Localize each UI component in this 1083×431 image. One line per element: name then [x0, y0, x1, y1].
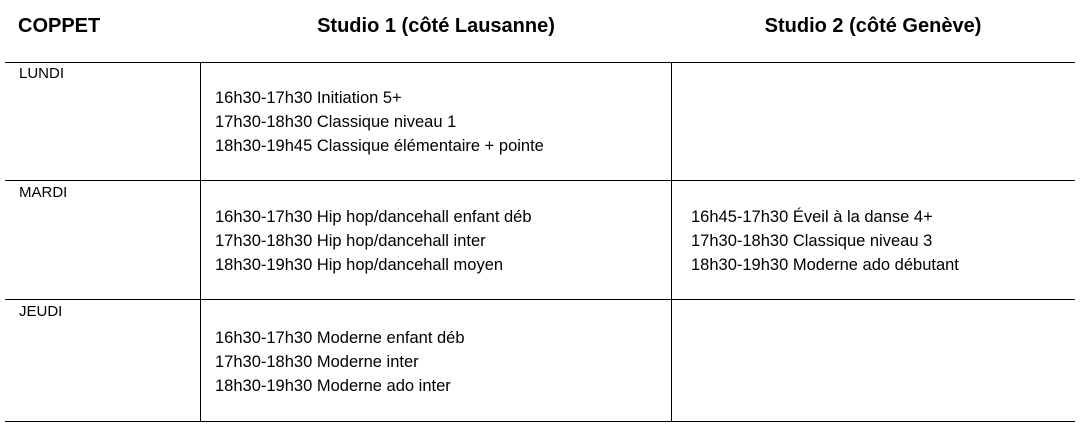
table-rule — [5, 299, 1075, 300]
day-label-lundi: LUNDI — [19, 65, 65, 82]
class-entry: 17h30-18h30 Classique niveau 1 — [215, 113, 457, 131]
studio2-mardi-cell — [691, 205, 959, 277]
day-label-jeudi: JEUDI — [19, 303, 63, 320]
table-divider — [200, 62, 201, 422]
day-label-mardi: MARDI — [19, 184, 68, 201]
class-entry: 18h30-19h30 Moderne ado inter — [215, 377, 451, 395]
class-entry: 16h30-17h30 Moderne enfant déb — [215, 329, 465, 347]
class-entry: 18h30-19h30 Hip hop/dancehall moyen — [215, 256, 504, 274]
class-entry: 16h45-17h30 Éveil à la danse 4+ — [691, 208, 933, 226]
class-entry: 16h30-17h30 Initiation 5+ — [215, 89, 402, 107]
schedule-table — [5, 62, 1075, 422]
table-rule — [5, 62, 1075, 63]
header-studio-2: Studio 2 (côté Genève) — [764, 15, 982, 37]
header-place: COPPET — [18, 15, 101, 37]
table-rule — [5, 180, 1075, 181]
class-entry: 18h30-19h45 Classique élémentaire + pointe — [215, 137, 544, 155]
class-entry: 17h30-18h30 Classique niveau 3 — [691, 232, 933, 250]
studio1-lundi-cell — [215, 86, 544, 158]
studio1-mardi-cell — [215, 205, 532, 277]
studio1-jeudi-cell — [215, 326, 465, 398]
header-studio-1: Studio 1 (côté Lausanne) — [317, 15, 555, 37]
class-entry: 17h30-18h30 Moderne inter — [215, 353, 419, 371]
table-rule — [5, 421, 1075, 422]
table-divider — [671, 62, 672, 422]
class-entry: 18h30-19h30 Moderne ado débutant — [691, 256, 959, 274]
class-entry: 17h30-18h30 Hip hop/dancehall inter — [215, 232, 486, 250]
class-entry: 16h30-17h30 Hip hop/dancehall enfant déb — [215, 208, 532, 226]
